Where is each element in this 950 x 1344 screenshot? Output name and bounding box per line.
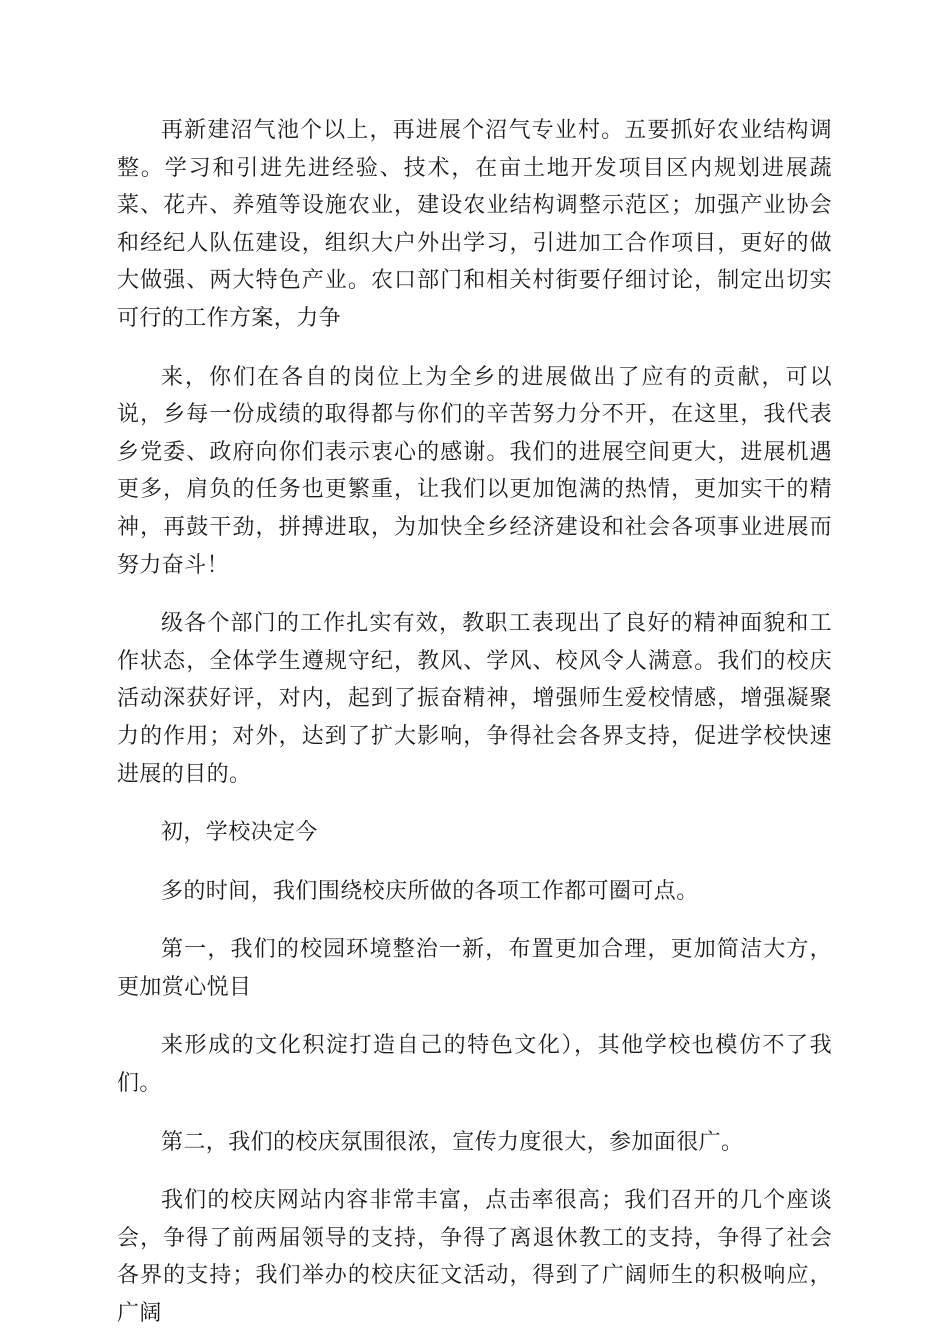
paragraph-4: 初，学校决定今 (161, 820, 318, 846)
paragraph-2: 来，你们在各自的岗位上为全乡的进展做出了应有的贡献，可以说，乡每一份成绩的取得都与你们的辛苦努力分不开，在这里，我代表乡党委、政府向你们表示衷心的感谢。我们的进展空间更大，进展机遇更多，肩负的任务也更繁重，让我们以更加饱满的热情，更加实干的精神，再鼓干劲，拼搏进取，为加快全乡经济建设和社会各项事业进展而努力奋斗！ (117, 364, 832, 578)
paragraph-5: 多的时间，我们围绕校庆所做的各项工作都可圈可点。 (161, 878, 699, 904)
paragraph-8: 第二，我们的校庆氛围很浓，宣传力度很大，参加面很广。 (161, 1129, 744, 1155)
paragraph-3: 级各个部门的工作扎实有效，教职工表现出了良好的精神面貌和工作状态，全体学生遵规守纪，教风、学风、校风令人满意。我们的校庆活动深获好评，对内，起到了振奋精神，增强师生爱校情感，增强凝聚力的作用；对外，达到了扩大影响，争得社会各界支持，促进学校快速进展的目的。 (117, 611, 832, 787)
paragraph-9: 我们的校庆网站内容非常丰富，点击率很高；我们召开的几个座谈会，争得了前两届领导的支持，争得了离退休教工的支持，争得了社会各界的支持；我们举办的校庆征文活动，得到了广阔师生的积极响应，广阔 (117, 1188, 832, 1327)
paragraph-1: 再新建沼气池个以上，再进展个沼气专业村。五要抓好农业结构调整。学习和引进先进经验、技术，在亩土地开发项目区内规划进展蔬菜、花卉、养殖等设施农业，建设农业结构调整示范区；加强产业协会和经纪人队伍建设，组织大户外出学习，引进加工合作项目，更好的做大做强、两大特色产业。农口部门和相关村街要仔细讨论，制定出切实可行的工作方案，力争 (117, 118, 832, 331)
paragraph-7: 来形成的文化积淀打造自己的特色文化），其他学校也模仿不了我们。 (117, 1033, 832, 1097)
paragraph-6: 第一，我们的校园环境整治一新，布置更加合理，更加简洁大方，更加赏心悦目 (117, 937, 832, 1000)
